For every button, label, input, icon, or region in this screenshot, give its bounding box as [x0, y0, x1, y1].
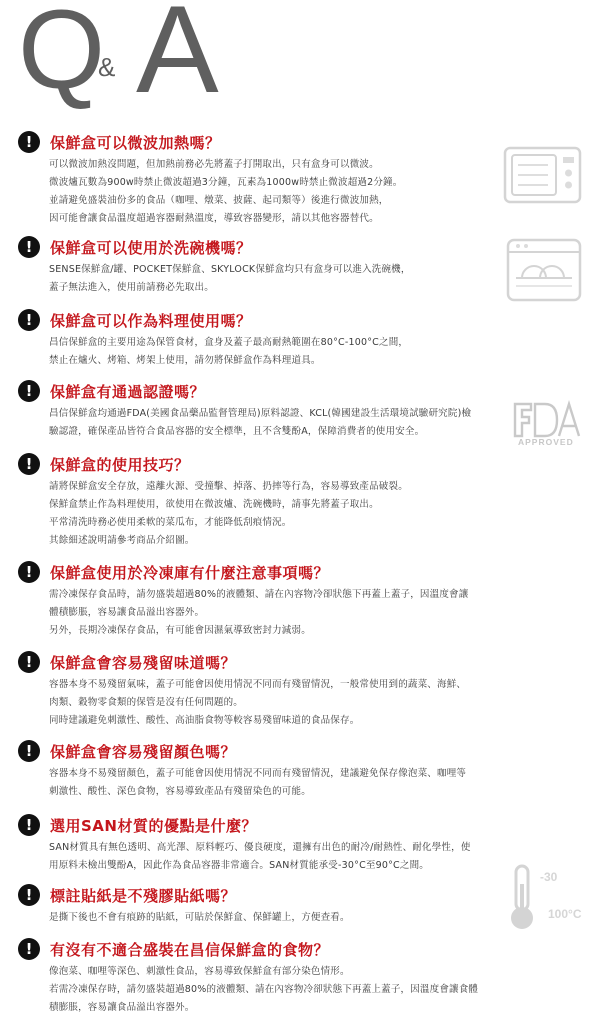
alert-icon: !	[18, 884, 40, 906]
answer-body	[49, 586, 578, 640]
question-title: 保鮮盒使用於冷凍庫有什麼注意事項嗎？	[50, 563, 330, 582]
answer-line: 用原料未檢出雙酚A，因此作為食品容器非常適合。SAN材質能承受-30°C至90°C之間。	[49, 860, 429, 871]
question-title: 保鮮盒的使用技巧？	[50, 455, 190, 474]
question-title: 保鮮盒可以作為料理使用嗎？	[50, 311, 252, 330]
alert-icon: !	[18, 309, 40, 331]
alert-icon: !	[18, 131, 40, 153]
qa-item-10	[18, 884, 578, 927]
question-title: 保鮮盒會容易殘留味道嗎？	[50, 653, 237, 672]
logo-a: A	[136, 0, 219, 119]
fda-approved-label: APPROVED	[518, 437, 574, 447]
answer-body	[49, 156, 578, 228]
alert-icon: !	[18, 938, 40, 960]
answer-line: 另外，長期冷凍保存食品，有可能會因濕氣導致密封力減弱。	[49, 625, 311, 636]
alert-icon: !	[18, 236, 40, 258]
answer-line: 容器本身不易殘留氣味，蓋子可能會因使用情況不同而有殘留情況，一般常使用到的蔬菜、海鮮、	[49, 679, 467, 690]
logo-q: Q	[18, 0, 102, 112]
qa-item-11	[18, 938, 578, 1017]
answer-line: 同時建議避免刺激性、酸性、高油脂食物等較容易殘留味道的食品保存。	[49, 715, 360, 726]
answer-line: SAN材質具有無色透明、高光澤、原料輕巧、優良硬度，還擁有出色的耐冷/耐熱性、耐化學性，使	[49, 842, 471, 853]
answer-line: 肉類、穀物零食類的保管是沒有任何問題的。	[49, 697, 244, 708]
qa-item-8	[18, 740, 578, 801]
answer-body	[49, 676, 578, 730]
answer-body	[49, 261, 578, 297]
answer-line: SENSE保鮮盒/罐、POCKET保鮮盒、SKYLOCK保鮮盒均只有盒身可以進入洗碗機，	[49, 264, 411, 275]
alert-icon: !	[18, 814, 40, 836]
question-title: 保鮮盒可以微波加熱嗎？	[50, 133, 221, 152]
alert-icon: !	[18, 740, 40, 762]
answer-line: 因可能會讓食品溫度超過容器耐熱溫度，導致容器變形，請以其他容器替代。	[49, 213, 379, 224]
microwave-icon	[503, 145, 583, 205]
answer-line: 禁止在爐火、烤箱、烤架上使用，請勿將保鮮盒作為料理道具。	[49, 355, 321, 366]
alert-icon: !	[18, 651, 40, 673]
question-title: 保鮮盒有通過認證嗎？	[50, 382, 206, 401]
answer-line: 平常清洗時務必使用柔軟的菜瓜布，才能降低刮痕情況。	[49, 517, 292, 528]
question-title: 保鮮盒會容易殘留顏色嗎？	[50, 742, 237, 761]
answer-line: 是撕下後也不會有痕跡的貼紙，可貼於保鮮盒、保鮮罐上，方便查看。	[49, 912, 350, 923]
answer-line: 其餘細述說明請參考商品介紹圖。	[49, 535, 195, 546]
answer-line: 像泡菜、咖哩等深色、刺激性食品，容易導致保鮮盒有部分染色情形。	[49, 966, 350, 977]
answer-line: 積膨脹，容易讓食品溢出容器外。	[49, 1002, 195, 1013]
qa-logo	[18, 0, 228, 119]
question-title: 標註貼紙是不殘膠貼紙嗎？	[50, 886, 237, 905]
qa-item-6	[18, 561, 578, 640]
answer-line: 容器本身不易殘留顏色，蓋子可能會因使用情況不同而有殘留情況，建議避免保存像泡菜、咖哩等	[49, 768, 467, 779]
answer-body	[49, 478, 578, 550]
answer-line: 保鮮盒禁止作為料理使用，欲使用在微波爐、洗碗機時，請事先將蓋子取出。	[49, 499, 379, 510]
qa-item-7	[18, 651, 578, 730]
temperature-low-label: 100°C	[548, 907, 582, 921]
answer-body	[49, 334, 578, 370]
answer-line: 若需冷凍保存時，請勿盛裝超過80%的液體類、請在內容物冷卻狀態下再蓋上蓋子，因溫度會讓食體	[49, 984, 479, 995]
fda-logo	[513, 400, 583, 440]
answer-line: 昌信保鮮盒均通過FDA(美國食品藥品監督管理局)原料認證、KCL(韓國建設生活環境試驗研究院)檢	[49, 408, 472, 419]
alert-icon: !	[18, 561, 40, 583]
answer-body	[49, 765, 578, 801]
answer-body	[49, 405, 578, 441]
answer-line: 驗認證，確保產品皆符合食品容器的安全標準，且不含雙酚A，保障消費者的使用安全。	[49, 426, 425, 437]
thermometer-icon	[506, 862, 538, 932]
answer-line: 並請避免盛裝油份多的食品（咖哩、燉菜、披薩、起司類等）後進行微波加熱，	[49, 195, 389, 206]
answer-line: 微波爐瓦數為900w時禁止微波超過3分鐘，瓦素為1000w時禁止微波超過2分鐘。	[49, 177, 403, 188]
question-title: 保鮮盒可以使用於洗碗機嗎？	[50, 238, 252, 257]
answer-line: 請將保鮮盒安全存放，遠離火源、受撞擊、掉落、扔摔等行為，容易導致產品破裂。	[49, 481, 408, 492]
answer-line: 需冷凍保存食品時，請勿盛裝超過80%的液體類、請在內容物冷卻狀態下再蓋上蓋子，因溫度會讓	[49, 589, 469, 600]
qa-item-1	[18, 131, 578, 228]
alert-icon: !	[18, 453, 40, 475]
alert-icon: !	[18, 380, 40, 402]
question-title: 有沒有不適合盛裝在昌信保鮮盒的食物？	[50, 940, 330, 959]
qa-item-2	[18, 236, 578, 297]
qa-item-9	[18, 814, 578, 875]
answer-line: 體積膨脹，容易讓食品溢出容器外。	[49, 607, 205, 618]
qa-item-4	[18, 380, 578, 441]
qa-item-5	[18, 453, 578, 550]
logo-ampersand: &	[98, 52, 116, 82]
answer-line: 刺激性、酸性、深色食物，容易導致產品有殘留染色的可能。	[49, 786, 311, 797]
qa-item-3	[18, 309, 578, 370]
temperature-high-label: -30	[540, 870, 558, 884]
answer-line: 蓋子無法進入，使用前請務必先取出。	[49, 282, 214, 293]
question-title: 選用SAN材質的優點是什麼？	[50, 816, 257, 835]
answer-line: 可以微波加熱沒問題，但加熱前務必先將蓋子打開取出，只有盒身可以微波。	[49, 159, 379, 170]
answer-body	[49, 839, 578, 875]
dishwasher-icon	[506, 238, 582, 302]
answer-line: 昌信保鮮盒的主要用途為保管食材，盒身及蓋子最高耐熱範圍在80°C-100°C之間，	[49, 337, 409, 348]
answer-body	[49, 963, 578, 1017]
answer-body	[49, 909, 578, 927]
